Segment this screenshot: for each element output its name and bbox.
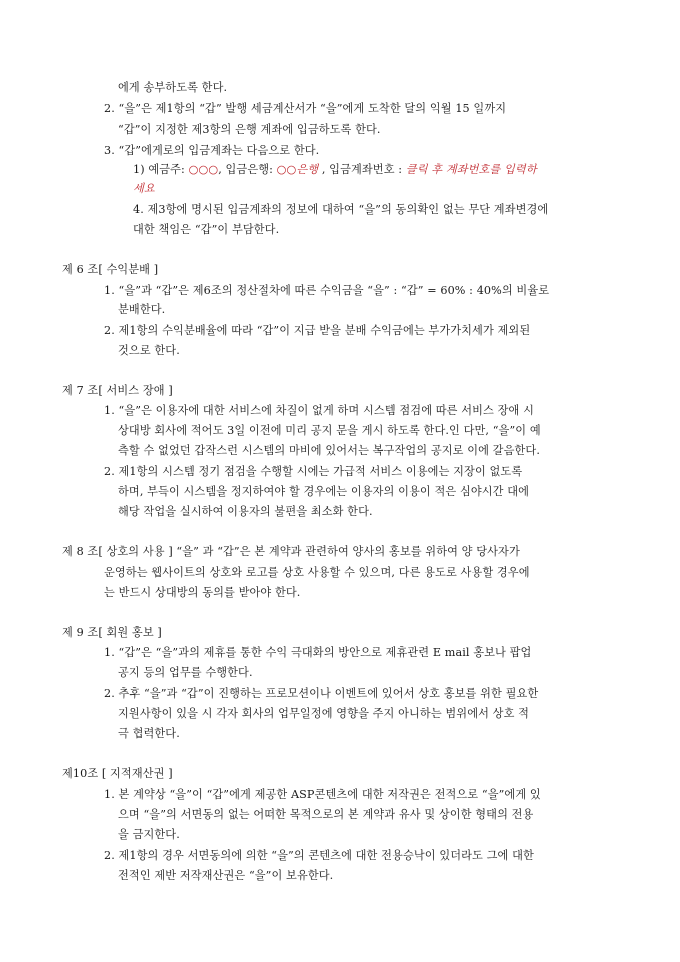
article-9-item-2-line-3: 극 협력한다. bbox=[118, 727, 180, 740]
article-7-item-2-line-1: 2. 제1항의 시스템 정기 점검을 수행할 시에는 가급적 서비스 이용에는 지장이 없도록 bbox=[104, 465, 523, 478]
payment-clause-2-line-2: “갑”이 지정한 제3항의 은행 계좌에 입금하도록 한다. bbox=[118, 123, 381, 136]
account-info-line bbox=[133, 162, 537, 177]
article-9-heading: 제 9 조[ 회원 홍보 ] bbox=[62, 626, 162, 639]
article-7-item-1-line-3: 측할 수 없었던 갑작스런 시스템의 마비에 있어서는 복구작업의 공지로 이에 갈음한다. bbox=[118, 444, 540, 457]
article-6-item-2-line-2: 것으로 한다. bbox=[118, 344, 180, 357]
account-number-label: , 입금계좌번호 : bbox=[318, 163, 406, 176]
payment-clause-3: 3. “갑”에게로의 입금계좌는 다음으로 한다. bbox=[104, 144, 320, 157]
article-10-item-1-line-3: 을 금지한다. bbox=[118, 828, 180, 841]
account-holder-label: 1) 예금주: bbox=[133, 163, 189, 176]
article-7-item-2-line-2: 하며, 부득이 시스템을 정지하여야 할 경우에는 이용자의 이용이 적은 심야시간 대에 bbox=[118, 485, 530, 498]
article-10-item-2-line-1: 2. 제1항의 경우 서면동의에 의한 “을”의 콘텐츠에 대한 전용승낙이 있더라도 그에 대한 bbox=[104, 849, 534, 862]
article-10-heading: 제10조 [ 지적재산권 ] bbox=[62, 767, 173, 780]
article-7-heading: 제 7 조[ 서비스 장애 ] bbox=[62, 384, 173, 397]
account-bank-field[interactable]: ○○은행 bbox=[276, 163, 319, 176]
article-9-item-2-line-1: 2. 추후 “을”과 “갑”이 진행하는 프로모션이나 이벤트에 있어서 상호 홍보를 위한 필요한 bbox=[104, 687, 539, 700]
article-6-heading: 제 6 조[ 수익분배 ] bbox=[62, 263, 159, 276]
article-6-item-2-line-1: 2. 제1항의 수익분배율에 따라 “갑”이 지급 받을 분배 수익금에는 부가가치세가 제외된 bbox=[104, 324, 531, 337]
article-6-item-1-line-1: 1. “을”과 “갑”은 제6조의 정산절차에 따른 수익금을 “을” : “갑” = 60% : 40%의 비율로 bbox=[104, 284, 550, 297]
article-7-item-1-line-1: 1. “을”은 이용자에 대한 서비스에 차질이 없게 하며 시스템 점검에 따른 서비스 장애 시 bbox=[104, 404, 534, 417]
account-number-field-continued[interactable]: 세요 bbox=[133, 182, 155, 195]
payment-clause-4-line-1: 4. 제3항에 명시된 입금계좌의 정보에 대하여 “을”의 동의확인 없는 무단 계좌변경에 bbox=[133, 203, 549, 216]
article-9-item-2-line-2: 지원사항이 있을 시 각자 회사의 업무일정에 영향을 주지 아니하는 범위에서 상호 적 bbox=[118, 707, 530, 720]
article-8-line-2: 운영하는 웹사이트의 상호와 로고를 상호 사용할 수 있으며, 다른 용도로 사용할 경우에 bbox=[104, 566, 530, 579]
article-8-line-1: 제 8 조[ 상호의 사용 ] “을” 과 “갑”은 본 계약과 관련하여 양사의 홍보를 위하여 양 당사자가 bbox=[62, 545, 520, 558]
payment-clause-4-line-2: 대한 책임은 “갑”이 부담한다. bbox=[133, 223, 280, 236]
article-7-item-2-line-3: 해당 작업을 실시하여 이용자의 불편을 최소화 한다. bbox=[118, 505, 373, 518]
intro-line-1: 에게 송부하도록 한다. bbox=[118, 81, 228, 94]
article-10-item-2-line-2: 전적인 제반 저작재산권은 “을”이 보유한다. bbox=[118, 869, 334, 882]
payment-clause-2-line-1: 2. “을”은 제1항의 “갑” 발행 세금계산서가 “을”에게 도착한 달의 익월 15 일까지 bbox=[104, 102, 507, 115]
account-holder-field[interactable]: ○○○ bbox=[188, 163, 219, 176]
article-6-item-1-line-2: 분배한다. bbox=[118, 303, 166, 316]
account-bank-label: , 입금은행: bbox=[218, 163, 277, 176]
article-8-line-3: 는 반드시 상대방의 동의를 받아야 한다. bbox=[104, 586, 301, 599]
account-number-field[interactable]: 클릭 후 계좌번호를 입력하 bbox=[405, 163, 537, 176]
article-7-item-1-line-2: 상대방 회사에 적어도 3일 이전에 미리 공지 문을 게시 하도록 한다.인 다만, “을”이 예 bbox=[118, 424, 541, 437]
article-9-item-1-line-2: 공지 등의 업무를 수행한다. bbox=[118, 666, 253, 679]
article-9-item-1-line-1: 1. “갑”은 “을”과의 제휴를 통한 수익 극대화의 방안으로 제휴관련 E mail 홍보나 팝업 bbox=[104, 646, 532, 659]
article-10-item-1-line-1: 1. 본 계약상 “을”이 “갑”에게 제공한 ASP콘텐츠에 대한 저작권은 전적으로 “을”에게 있 bbox=[104, 788, 541, 801]
article-10-item-1-line-2: 으며 “을”의 서면동의 없는 어떠한 목적으로의 본 계약과 유사 및 상이한 형태의 전용 bbox=[118, 808, 534, 821]
